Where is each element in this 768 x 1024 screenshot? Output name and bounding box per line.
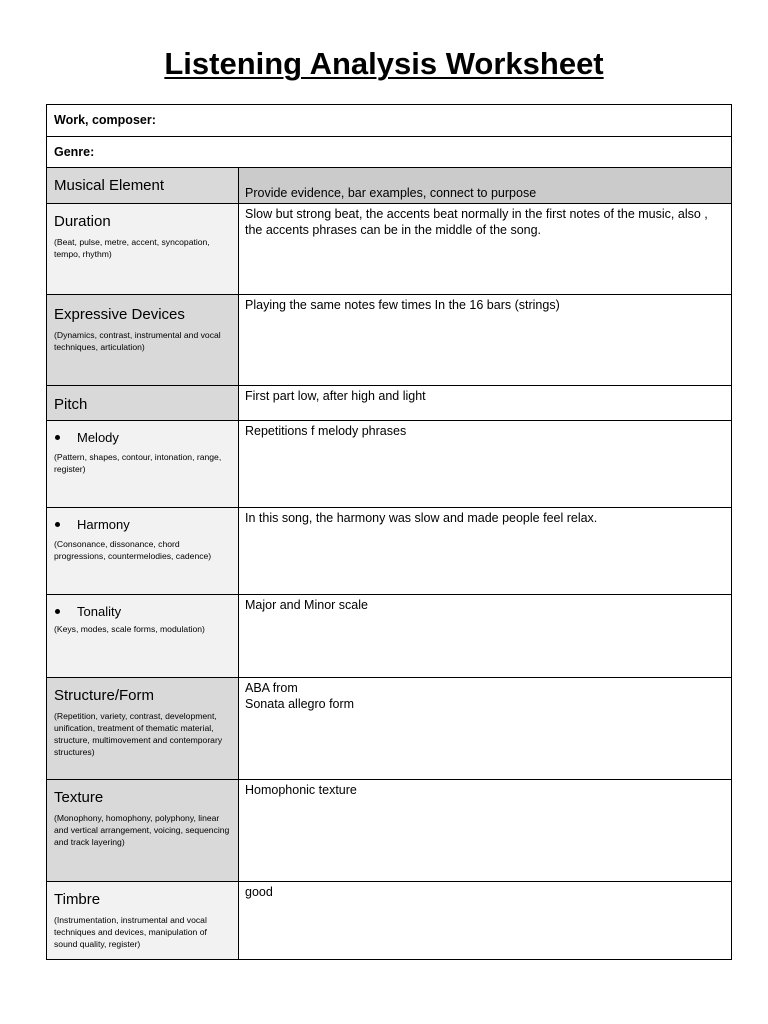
answer-cell[interactable]: Slow but strong beat, the accents beat normally in the first notes of the music, also , the accents phrases can be in the middle of the song. [245, 207, 708, 237]
worksheet-title: Listening Analysis Worksheet [164, 46, 604, 81]
answer-line: ABA from [245, 681, 298, 695]
work-composer-row [47, 105, 731, 137]
element-row-harmony [47, 508, 731, 595]
element-description: (Repetition, variety, contrast, development, unification, treatment of thematic material, structure, multimovement and contemporary structures) [54, 711, 223, 757]
element-row-melody [47, 421, 731, 508]
element-cell [47, 295, 239, 385]
bullet-icon [55, 435, 60, 440]
element-name: Tonality [54, 603, 232, 621]
element-row-pitch [47, 386, 731, 421]
element-row-expressive-devices [47, 295, 731, 386]
answer-cell[interactable]: Repetitions f melody phrases [245, 424, 407, 438]
element-row-duration [47, 204, 731, 295]
answer-cell[interactable]: Major and Minor scale [245, 598, 368, 612]
element-name: Texture [54, 789, 104, 806]
element-description: (Dynamics, contrast, instrumental and vocal techniques, articulation) [54, 330, 221, 352]
element-row-structure-form [47, 678, 731, 780]
genre-label[interactable]: Genre: [54, 145, 95, 159]
answer-cell[interactable]: First part low, after high and light [245, 389, 426, 403]
genre-row [47, 137, 731, 168]
answer-cell[interactable] [239, 678, 731, 779]
element-name: Melody [54, 429, 232, 447]
element-cell [47, 508, 239, 594]
answer-cell[interactable]: good [245, 885, 273, 899]
element-name: Harmony [54, 516, 232, 534]
worksheet-table [46, 104, 732, 960]
element-name: Expressive Devices [54, 306, 185, 323]
element-name: Structure/Form [54, 687, 155, 704]
element-description: (Consonance, dissonance, chord progressions, countermelodies, cadence) [54, 539, 212, 561]
bullet-icon [55, 609, 60, 614]
element-cell [47, 780, 239, 881]
header-evidence-label: Provide evidence, bar examples, connect to purpose [245, 186, 537, 200]
element-cell [47, 595, 239, 677]
element-name: Timbre [54, 891, 101, 908]
header-element-cell [47, 168, 239, 203]
element-description: (Pattern, shapes, contour, intonation, range, register) [54, 452, 222, 474]
element-description: (Monophony, homophony, polyphony, linear and vertical arrangement, voicing, sequencing and track layering) [54, 813, 230, 847]
answer-cell[interactable]: Homophonic texture [245, 783, 357, 797]
element-row-timbre [47, 882, 731, 959]
answer-cell[interactable]: In this song, the harmony was slow and made people feel relax. [245, 511, 598, 525]
element-description: (Beat, pulse, metre, accent, syncopation, tempo, rhythm) [54, 237, 210, 259]
header-element-label: Musical Element [54, 177, 165, 194]
element-row-tonality [47, 595, 731, 678]
header-evidence-cell [239, 168, 731, 203]
answer-cell[interactable]: Playing the same notes few times In the 16 bars (strings) [245, 298, 560, 312]
element-cell [47, 882, 239, 959]
element-cell [47, 421, 239, 507]
work-composer-label[interactable]: Work, composer: [54, 113, 156, 127]
element-name: Duration [54, 213, 111, 230]
answer-line: Sonata allegro form [245, 697, 355, 711]
element-cell [47, 678, 239, 779]
element-description: (Instrumentation, instrumental and vocal techniques and devices, manipulation of sound quality, register) [54, 915, 207, 949]
element-name: Pitch [54, 396, 88, 413]
element-row-texture [47, 780, 731, 882]
header-row [47, 168, 731, 204]
element-description: (Keys, modes, scale forms, modulation) [54, 624, 205, 634]
bullet-icon [55, 522, 60, 527]
element-cell [47, 386, 239, 420]
element-cell [47, 204, 239, 294]
